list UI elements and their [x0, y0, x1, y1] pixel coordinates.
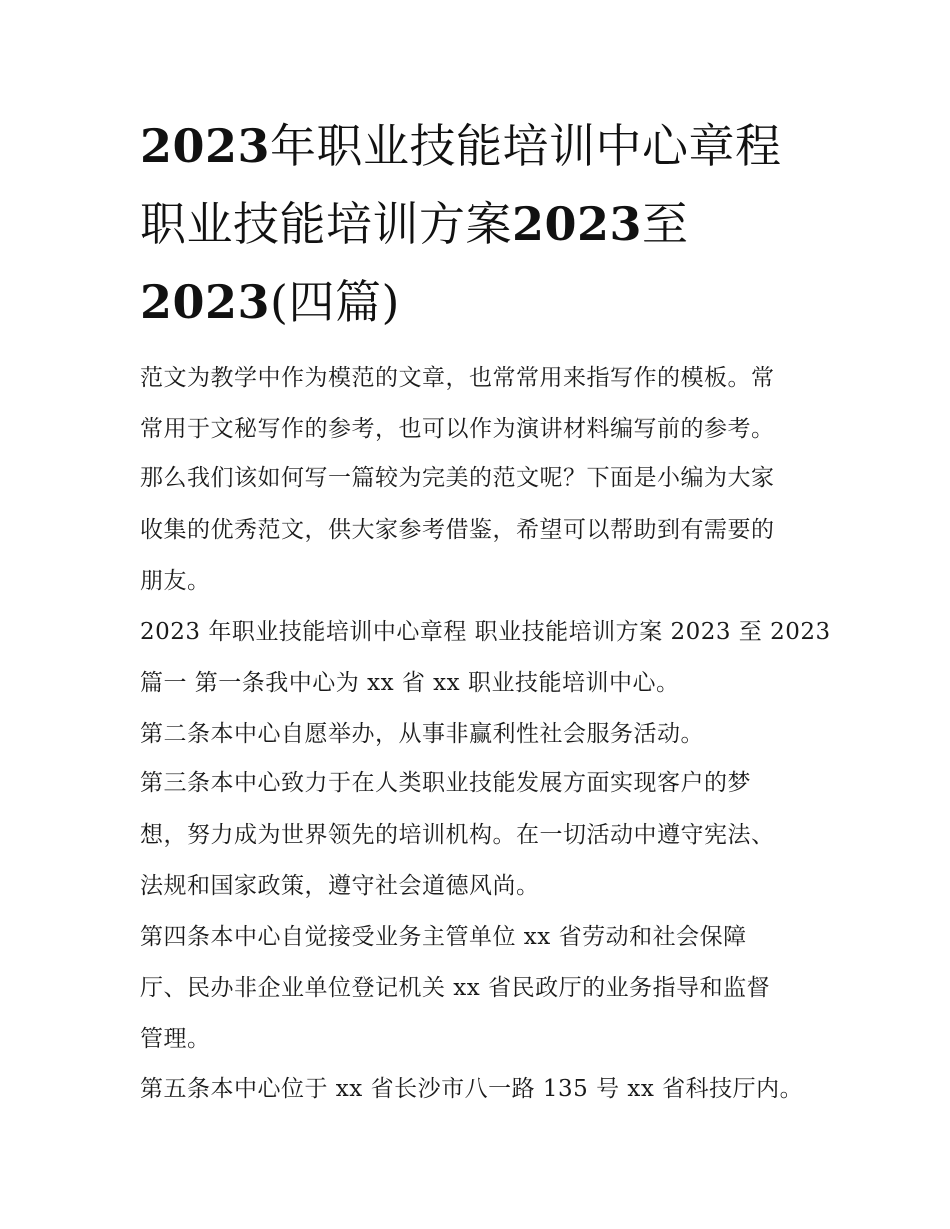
title-year: 2023 [512, 197, 643, 251]
title-line-3 [140, 264, 820, 341]
title-text: 年职业技能培训中心章程 [270, 119, 782, 173]
title-year: 2023 [140, 119, 271, 173]
body-line: 第三条本中心致力于在人类职业技能发展方面实现客户的梦 [140, 770, 751, 796]
body-line: 第二条本中心自愿举办，从事非赢利性社会服务活动。 [140, 721, 704, 747]
body-line: 范文为教学中作为模范的文章，也常常用来指写作的模板。常 [140, 365, 775, 391]
body-line: 法规和国家政策，遵守社会道德风尚。 [140, 873, 540, 899]
body-line: 管理。 [140, 1026, 211, 1052]
title-text: 至 [642, 197, 689, 251]
body-line: 第四条本中心自觉接受业务主管单位 xx 省劳动和社会保障 [140, 924, 747, 950]
body-line: 篇一 第一条我中心为 xx 省 xx 职业技能培训中心。 [140, 670, 680, 696]
body-line: 第五条本中心位于 xx 省长沙市八一路 135 号 xx 省科技厅内。 [140, 1076, 804, 1102]
title-line-2 [140, 186, 820, 263]
title-text: (四篇) [270, 275, 400, 329]
body-line: 那么我们该如何写一篇较为完美的范文呢？下面是小编为大家 [140, 465, 775, 491]
body-line: 朋友。 [140, 568, 211, 594]
body-line: 收集的优秀范文，供大家参考借鉴，希望可以帮助到有需要的 [140, 517, 775, 543]
title-text: 职业技能培训方案 [140, 197, 512, 251]
body-line: 2023 年职业技能培训中心章程 职业技能培训方案 2023 至 2023 [140, 619, 831, 645]
body-line: 厅、民办非企业单位登记机关 xx 省民政厅的业务指导和监督 [140, 975, 771, 1001]
body-line: 想，努力成为世界领先的培训机构。在一切活动中遵守宪法、 [140, 822, 775, 848]
title-line-1 [140, 108, 820, 185]
body-line: 常用于文秘写作的参考，也可以作为演讲材料编写前的参考。 [140, 416, 775, 442]
title-year: 2023 [140, 275, 271, 329]
